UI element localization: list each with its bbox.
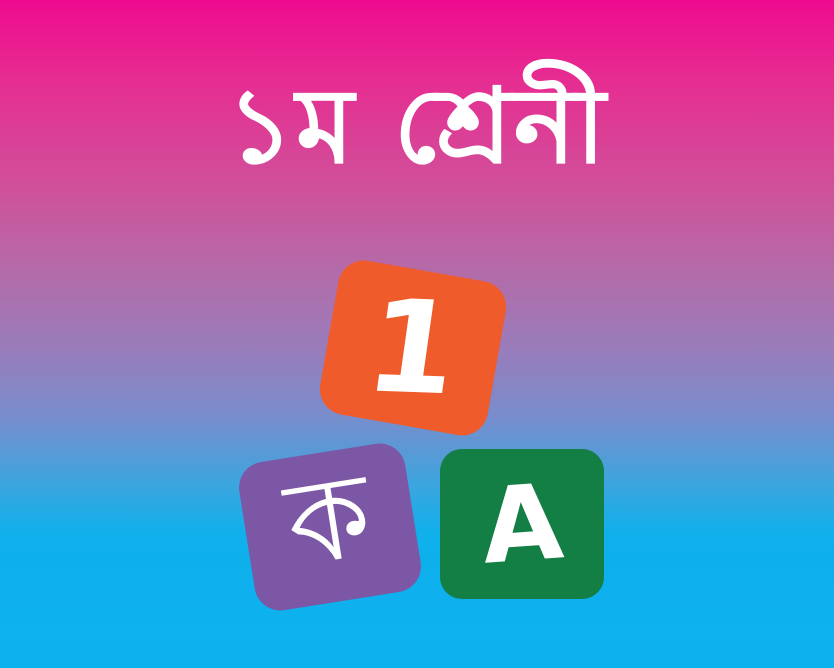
bangla-letter-ka-glyph: ক — [277, 444, 381, 594]
latin-letter-a-tile — [440, 449, 604, 599]
page-title: ১ম শ্রেনী — [226, 65, 608, 187]
bangla-letter-ka-tile — [235, 440, 424, 614]
number-one-glyph: 1 — [358, 272, 468, 424]
number-one-tile — [316, 256, 511, 439]
latin-letter-a-glyph: A — [477, 460, 567, 588]
